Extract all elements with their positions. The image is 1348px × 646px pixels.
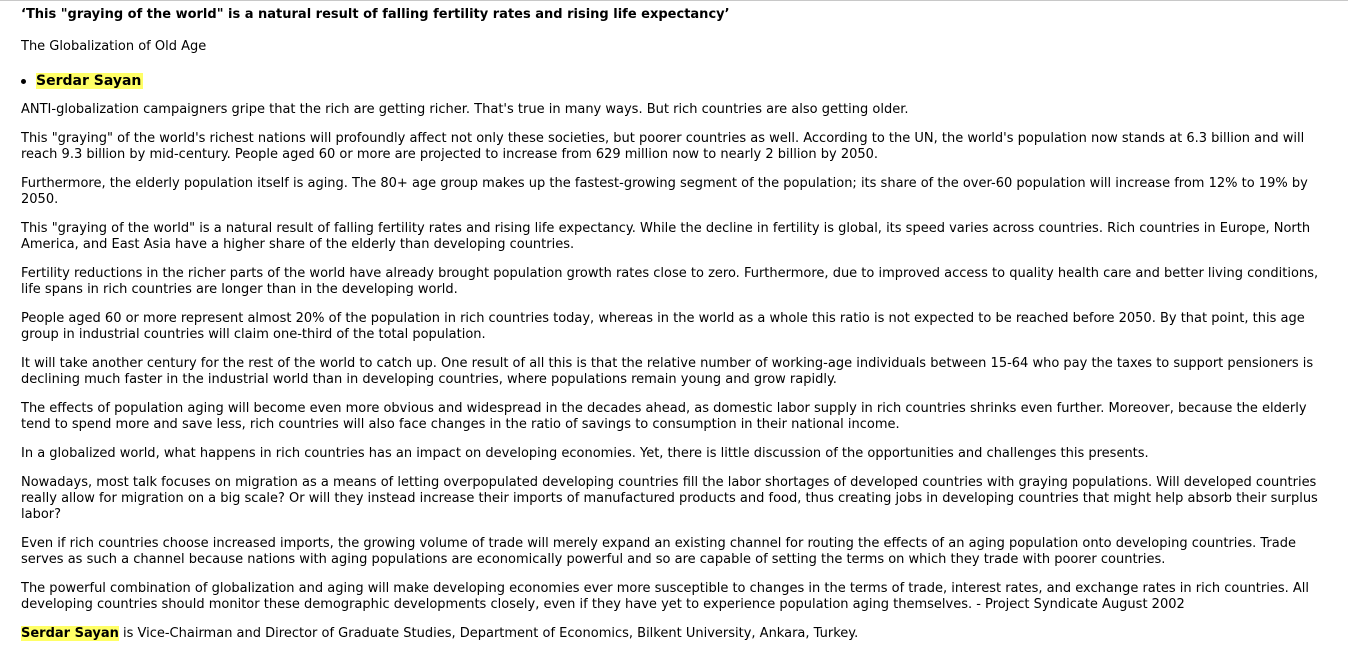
paragraph: This "graying of the world" is a natural result of falling fertility rates and rising life expectancy. While the decline in fertility is global, its speed varies across countries. Rich countries in Europe, North America, and East Asia have a higher share of the elderly than developing countries. [21,221,1311,252]
paragraph: Fertility reductions in the richer parts of the world have already brought population growth rates close to zero. Furthermore, due to improved access to quality health care and better living conditions, life spans in rich countries are longer than in the developing world. [21,266,1319,297]
bio-author-name: Serdar Sayan [21,626,119,641]
paragraph: Nowadays, most talk focuses on migration as a means of letting overpopulated developing countries fill the labor shortages of developed countries with graying populations. Will developed countries really allow for migration on a big scale? Or will they instead increase their imports of manufactured products and food, thus creating jobs in developing countries that might help absorb their surplus labor? [21,475,1318,522]
author-name: Serdar Sayan [36,73,142,89]
author-list-item [21,73,1331,91]
paragraph: In a globalized world, what happens in rich countries has an impact on developing economies. Yet, there is little discussion of the opportunities and challenges this presents. [21,446,1149,461]
paragraph: The effects of population aging will become even more obvious and widespread in the decades ahead, as domestic labor supply in rich countries shrinks even further. Moreover, because the elderly tend to spend more and save less, rich countries will also face changes in the ratio of savings to consumption in their national income. [21,401,1307,432]
author-list [21,73,1331,91]
paragraph: People aged 60 or more represent almost 20% of the population in rich countries today, whereas in the world as a whole this ratio is not expected to be reached before 2050. By that point, this age group in industrial countries will claim one-third of the total population. [21,311,1305,342]
paragraph: This "graying" of the world's richest nations will profoundly affect not only these societies, but poorer countries as well. According to the UN, the world's population now stands at 6.3 billion and will reach 9.3 billion by mid-century. People aged 60 or more are projected to increase from 629 million now to nearly 2 billion by 2050. [21,131,1305,162]
paragraph: Furthermore, the elderly population itself is aging. The 80+ age group makes up the fastest-growing segment of the population; its share of the over-60 population will increase from 12% to 19% by 2050. [21,176,1308,207]
bullet-icon [21,79,26,84]
paragraph: The powerful combination of globalization and aging will make developing economies ever more susceptible to changes in the terms of trade, interest rates, and exchange rates in rich countries. All developing countries should monitor these demographic developments closely, even if they have yet to experience population aging themselves. - Project Syndicate August 2002 [21,581,1310,612]
paragraph: Even if rich countries choose increased imports, the growing volume of trade will merely expand an existing channel for routing the effects of an aging population onto developing countries. Trade serves as such a channel because nations with aging populations are economically powerful and so are capable of setting the terms on which they trade with poorer countries. [21,536,1296,567]
pull-quote-headline: ‘This "graying of the world" is a natural result of falling fertility rates and rising life expectancy’ [21,7,730,22]
article [21,7,1331,642]
author-bio [21,626,1331,642]
bio-text: is Vice-Chairman and Director of Graduate Studies, Department of Economics, Bilkent University, Ankara, Turkey. [118,626,859,641]
article-title: The Globalization of Old Age [21,39,207,54]
paragraph: It will take another century for the rest of the world to catch up. One result of all this is that the relative number of working-age individuals between 15-64 who pay the taxes to support pensioners is declining much faster in the industrial world than in developing countries, where populations remain young and grow rapidly. [21,356,1314,387]
paragraph: ANTI-globalization campaigners gripe that the rich are getting richer. That's true in many ways. But rich countries are also getting older. [21,102,909,117]
